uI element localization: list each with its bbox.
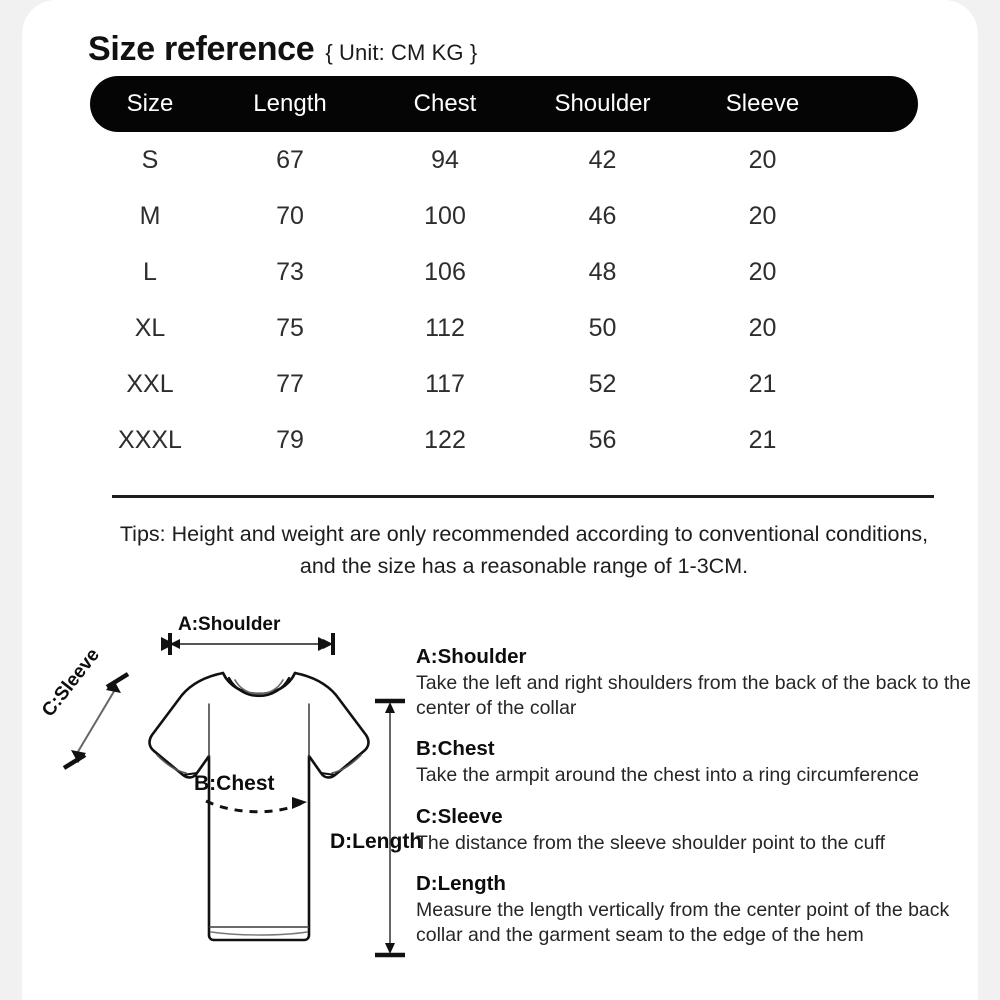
table-row xyxy=(90,412,918,468)
cell-chest: 112 xyxy=(425,313,465,342)
cell-shoulder: 50 xyxy=(588,313,617,342)
size-reference-card xyxy=(22,0,978,1000)
size-table xyxy=(90,76,918,468)
shoulder-dimension-label: A:Shoulder xyxy=(178,614,281,635)
column-header-size: Size xyxy=(126,90,174,117)
definition-term-shoulder: A:Shoulder xyxy=(416,645,527,668)
cell-size: XXL xyxy=(126,369,174,398)
cell-sleeve: 21 xyxy=(748,369,777,398)
cell-length: 70 xyxy=(276,201,304,230)
unit-note: { Unit: CM KG } xyxy=(325,40,478,65)
sleeve-dimension-label: C:Sleeve xyxy=(38,644,104,721)
cell-size: XXXL xyxy=(118,425,182,454)
column-header-chest: Chest xyxy=(413,90,477,117)
cell-size: S xyxy=(141,145,159,174)
cell-size: M xyxy=(139,201,161,230)
table-row xyxy=(90,244,918,300)
definition-body-sleeve: The distance from the sleeve shoulder point to the cuff xyxy=(416,831,885,854)
definition-term-sleeve: C:Sleeve xyxy=(416,804,503,828)
definition-term-chest: B:Chest xyxy=(416,737,495,760)
column-header-shoulder: Shoulder xyxy=(554,90,651,117)
shoulder-dimension-arrow xyxy=(170,633,333,655)
cell-sleeve: 20 xyxy=(748,201,777,230)
cell-chest: 94 xyxy=(431,145,459,174)
cell-sleeve: 21 xyxy=(748,425,777,454)
cell-sleeve: 20 xyxy=(748,145,777,174)
table-row xyxy=(90,356,918,412)
length-dimension-arrow xyxy=(375,701,405,955)
page-title xyxy=(88,30,477,69)
tshirt-diagram xyxy=(30,600,440,980)
title-text: Size reference xyxy=(88,30,315,68)
cell-chest: 122 xyxy=(424,425,466,454)
cell-chest: 106 xyxy=(424,257,466,286)
measurement-definitions xyxy=(416,645,976,947)
table-row xyxy=(90,300,918,356)
tshirt-outline xyxy=(150,673,369,940)
table-row xyxy=(90,132,918,188)
cell-length: 79 xyxy=(276,425,304,454)
cell-shoulder: 52 xyxy=(588,369,617,398)
cell-length: 73 xyxy=(276,257,304,286)
cell-chest: 117 xyxy=(425,369,465,398)
definition-term-length: D:Length xyxy=(416,872,506,895)
tips-text: Tips: Height and weight are only recommended according to conventional conditions, and the size has a reasonable range of 1-3CM. xyxy=(119,522,929,578)
cell-sleeve: 20 xyxy=(748,257,777,286)
cell-length: 77 xyxy=(276,369,304,398)
cell-size: L xyxy=(143,257,157,286)
cell-length: 67 xyxy=(276,145,304,174)
length-dimension-label: D:Length xyxy=(330,830,423,853)
cell-length: 75 xyxy=(276,313,304,342)
cell-sleeve: 20 xyxy=(748,313,777,342)
cell-shoulder: 48 xyxy=(588,257,617,286)
cell-shoulder: 42 xyxy=(588,145,617,174)
definition-body-length: Measure the length vertically from the center point of the back collar and the garment seam to the edge of the hem xyxy=(416,899,950,946)
column-header-length: Length xyxy=(253,90,327,117)
column-header-sleeve: Sleeve xyxy=(725,90,800,117)
table-bottom-divider xyxy=(112,495,934,498)
definition-body-shoulder: Take the left and right shoulders from the back of the back to the center of the collar xyxy=(416,672,971,719)
table-header-row xyxy=(90,76,918,132)
table-row xyxy=(90,188,918,244)
cell-shoulder: 56 xyxy=(588,425,617,454)
definition-body-chest: Take the armpit around the chest into a ring circumference xyxy=(416,764,919,786)
cell-size: XL xyxy=(134,313,166,342)
cell-chest: 100 xyxy=(424,201,466,230)
chest-dimension-label: B:Chest xyxy=(194,772,275,795)
cell-shoulder: 46 xyxy=(588,201,617,230)
